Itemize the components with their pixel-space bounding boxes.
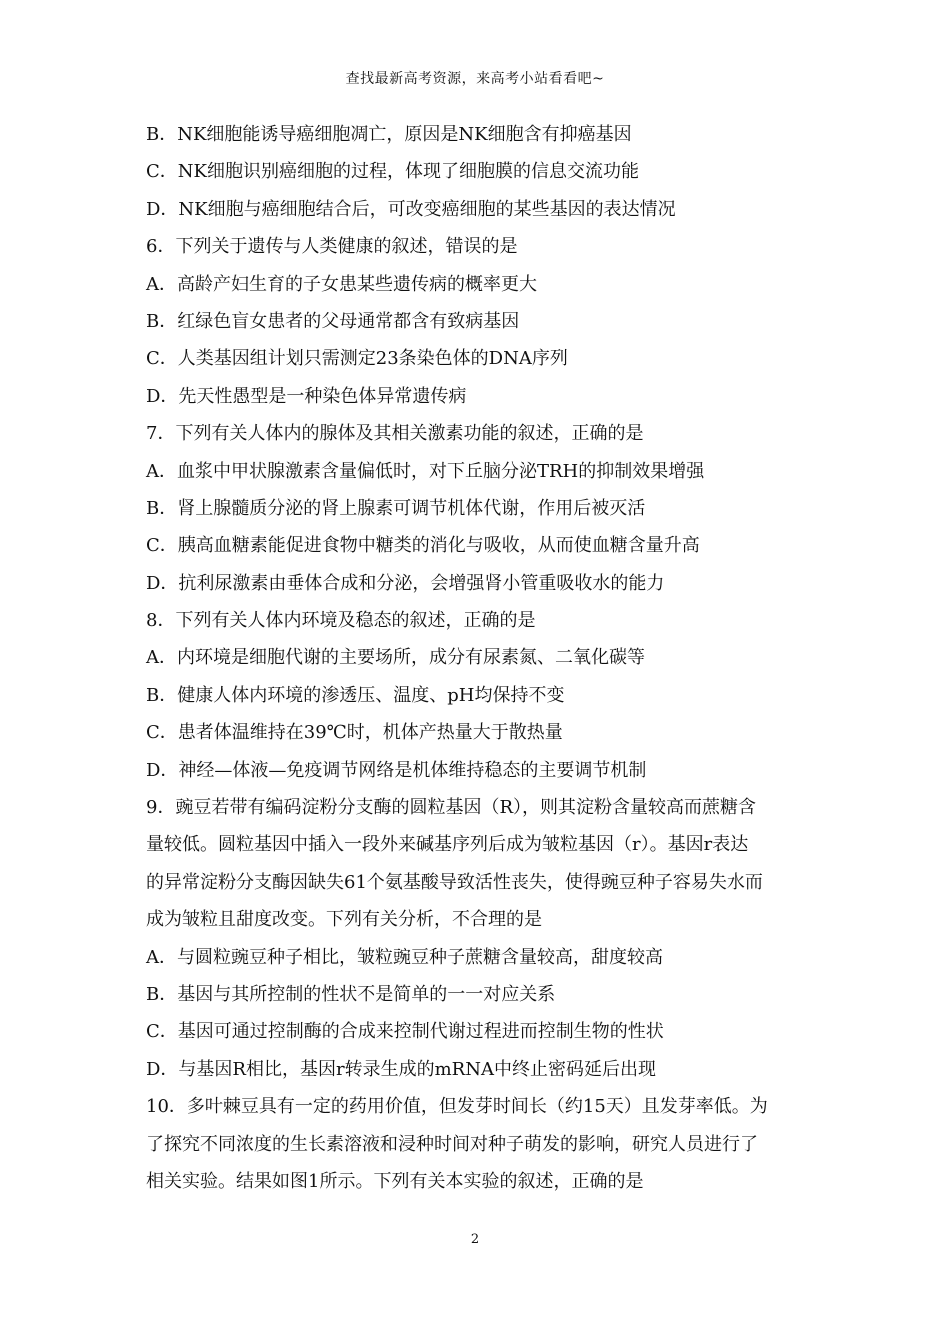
- question-stem: 成为皱粒且甜度改变。下列有关分析，不合理的是: [146, 909, 542, 931]
- text-line: B．NK细胞能诱导癌细胞凋亡，原因是NK细胞含有抑癌基因: [146, 124, 632, 145]
- question-stem: 9．豌豆若带有编码淀粉分支酶的圆粒基因（R），则其淀粉含量较高而蔗糖含: [146, 797, 757, 819]
- option-line: D．与基因R相比，基因r转录生成的mRNA中终止密码延后出现: [146, 1058, 656, 1080]
- option-line: A．高龄产妇生育的子女患某些遗传病的概率更大: [146, 273, 537, 295]
- option-line: B．健康人体内环境的渗透压、温度、pH均保持不变: [146, 684, 565, 706]
- question-stem: 10．多叶棘豆具有一定的药用价值，但发芽时间长（约15天）且发芽率低。为: [146, 1096, 768, 1118]
- option-line: D．先天性愚型是一种染色体异常遗传病: [146, 385, 467, 407]
- question-stem: 7．下列有关人体内的腺体及其相关激素功能的叙述，正确的是: [146, 423, 644, 445]
- option-line: D．神经—体液—免疫调节网络是机体维持稳态的主要调节机制: [146, 759, 647, 781]
- page-number: 2: [470, 1232, 480, 1247]
- question-stem: 相关实验。结果如图1所示。下列有关本实验的叙述，正确的是: [146, 1170, 644, 1192]
- question-stem: 6．下列关于遗传与人类健康的叙述，错误的是: [146, 236, 518, 258]
- question-stem: 量较低。圆粒基因中插入一段外来碱基序列后成为皱粒基因（r）。基因r表达: [146, 834, 749, 856]
- document-body: [146, 116, 810, 1200]
- question-stem: 8．下列有关人体内环境及稳态的叙述，正确的是: [146, 610, 536, 632]
- option-line: B．基因与其所控制的性状不是简单的一一对应关系: [146, 983, 556, 1005]
- question-stem: 的异常淀粉分支酶因缺失61个氨基酸导致活性丧失，使得豌豆种子容易失水而: [146, 871, 763, 893]
- option-line: C．基因可通过控制酶的合成来控制代谢过程进而控制生物的性状: [146, 1021, 664, 1043]
- option-line: A．与圆粒豌豆种子相比，皱粒豌豆种子蔗糖含量较高，甜度较高: [146, 946, 663, 968]
- option-line: A．内环境是细胞代谢的主要场所，成分有尿素氮、二氧化碳等: [146, 647, 645, 669]
- option-line: D．抗利尿激素由垂体合成和分泌，会增强肾小管重吸收水的能力: [146, 572, 665, 594]
- text-line: D．NK细胞与癌细胞结合后，可改变癌细胞的某些基因的表达情况: [146, 198, 676, 220]
- option-line: B．肾上腺髓质分泌的肾上腺素可调节机体代谢，作用后被灭活: [146, 497, 646, 519]
- option-line: C．人类基因组计划只需测定23条染色体的DNA序列: [146, 348, 568, 370]
- option-line: A．血浆中甲状腺激素含量偏低时，对下丘脑分泌TRH的抑制效果增强: [146, 460, 705, 482]
- text-line: C．NK细胞识别癌细胞的过程，体现了细胞膜的信息交流功能: [146, 161, 639, 183]
- page-header: 查找最新高考资源，来高考小站看看吧~: [345, 71, 605, 87]
- option-line: C．患者体温维持在39℃时，机体产热量大于散热量: [146, 722, 563, 744]
- option-line: B．红绿色盲女患者的父母通常都含有致病基因: [146, 310, 520, 332]
- option-line: C．胰高血糖素能促进食物中糖类的消化与吸收，从而使血糖含量升高: [146, 535, 700, 557]
- question-stem: 了探究不同浓度的生长素溶液和浸种时间对种子萌发的影响，研究人员进行了: [146, 1133, 758, 1155]
